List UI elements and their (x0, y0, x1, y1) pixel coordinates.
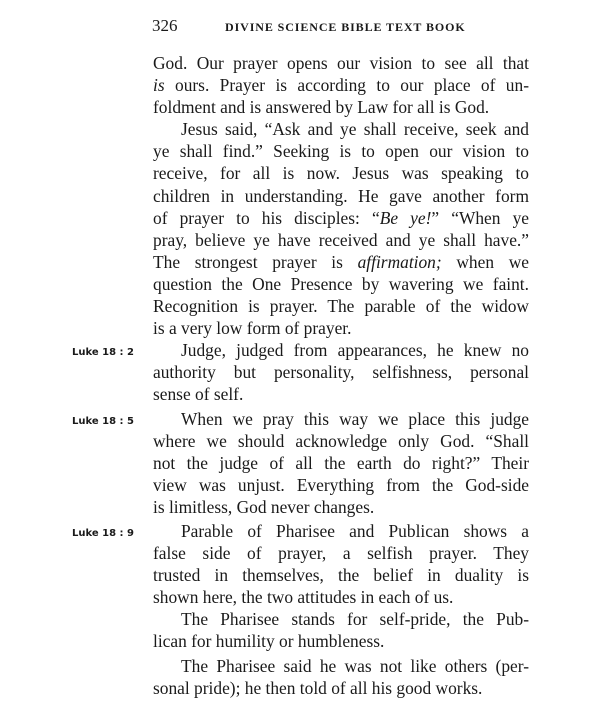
italic-emphasis: affirmation; (357, 251, 442, 272)
page-body (72, 52, 529, 699)
italic-emphasis: is (153, 75, 165, 96)
text-line: shown here, the two attitudes in each of us. (153, 587, 454, 608)
running-head: DIVINE SCIENCE BIBLE TEXT BOOK (225, 20, 466, 34)
paragraph (153, 52, 529, 118)
text-line: foldment and is answered by Law for all is God. (153, 97, 490, 118)
margin-reference: Luke 18 : 9 (72, 527, 134, 539)
page-number: 326 (152, 16, 178, 35)
paragraph (72, 520, 529, 608)
text-line: authority but personality, selfishness, personal (153, 362, 529, 383)
paragraph (153, 608, 529, 652)
text-line: Recognition is prayer. The parable of the widow (153, 296, 529, 317)
text-line: not the judge of all the earth do right?” Their (153, 452, 529, 473)
text-line: of prayer to his disciples: “Be ye!” “When ye (153, 207, 529, 228)
text-line: The strongest prayer is affirmation; when we (153, 251, 529, 272)
margin-reference: Luke 18 : 5 (72, 415, 134, 427)
text-line: The Pharisee stands for self-pride, the Pub- (181, 609, 529, 630)
paragraph (153, 118, 529, 339)
text-line: sense of self. (153, 384, 244, 405)
text-line: Parable of Pharisee and Publican shows a (181, 520, 529, 541)
text-line: lican for humility or humbleness. (153, 631, 385, 652)
text-line: Judge, judged from appearances, he knew no (181, 340, 529, 361)
text-line: pray, believe ye have received and ye shall have.” (153, 229, 529, 250)
text-line: view was unjust. Everything from the God-side (153, 474, 529, 495)
text-line: sonal pride); he then told of all his good works. (153, 677, 483, 698)
paragraph (72, 339, 529, 405)
text-line: trusted in themselves, the belief in duality is (153, 565, 529, 586)
text-line: question the One Presence by wavering we faint. (153, 273, 529, 294)
text-line: Jesus said, “Ask and ye shall receive, seek and (181, 119, 529, 140)
italic-emphasis: Be ye! (379, 207, 432, 228)
text-line: is limitless, God never changes. (153, 496, 375, 517)
text-line: children in understanding. He gave another form (153, 185, 529, 206)
paragraph (153, 655, 529, 699)
text-line: false side of prayer, a selfish prayer. They (153, 543, 529, 564)
margin-reference: Luke 18 : 2 (72, 347, 134, 359)
text-line: The Pharisee said he was not like others (per- (181, 655, 529, 676)
text-line: receive, for all is now. Jesus was speaking to (153, 163, 529, 184)
page-header (152, 16, 532, 36)
text-line: God. Our prayer opens our vision to see all that (153, 53, 529, 73)
text-line: is ours. Prayer is according to our place of un- (153, 75, 529, 96)
text-line: ye shall find.” Seeking is to open our vision to (153, 141, 529, 162)
text-line: When we pray this way we place this judge (181, 408, 529, 429)
paragraph (72, 408, 529, 518)
text-line: where we should acknowledge only God. “Shall (153, 430, 529, 451)
text-line: is a very low form of prayer. (153, 318, 352, 339)
